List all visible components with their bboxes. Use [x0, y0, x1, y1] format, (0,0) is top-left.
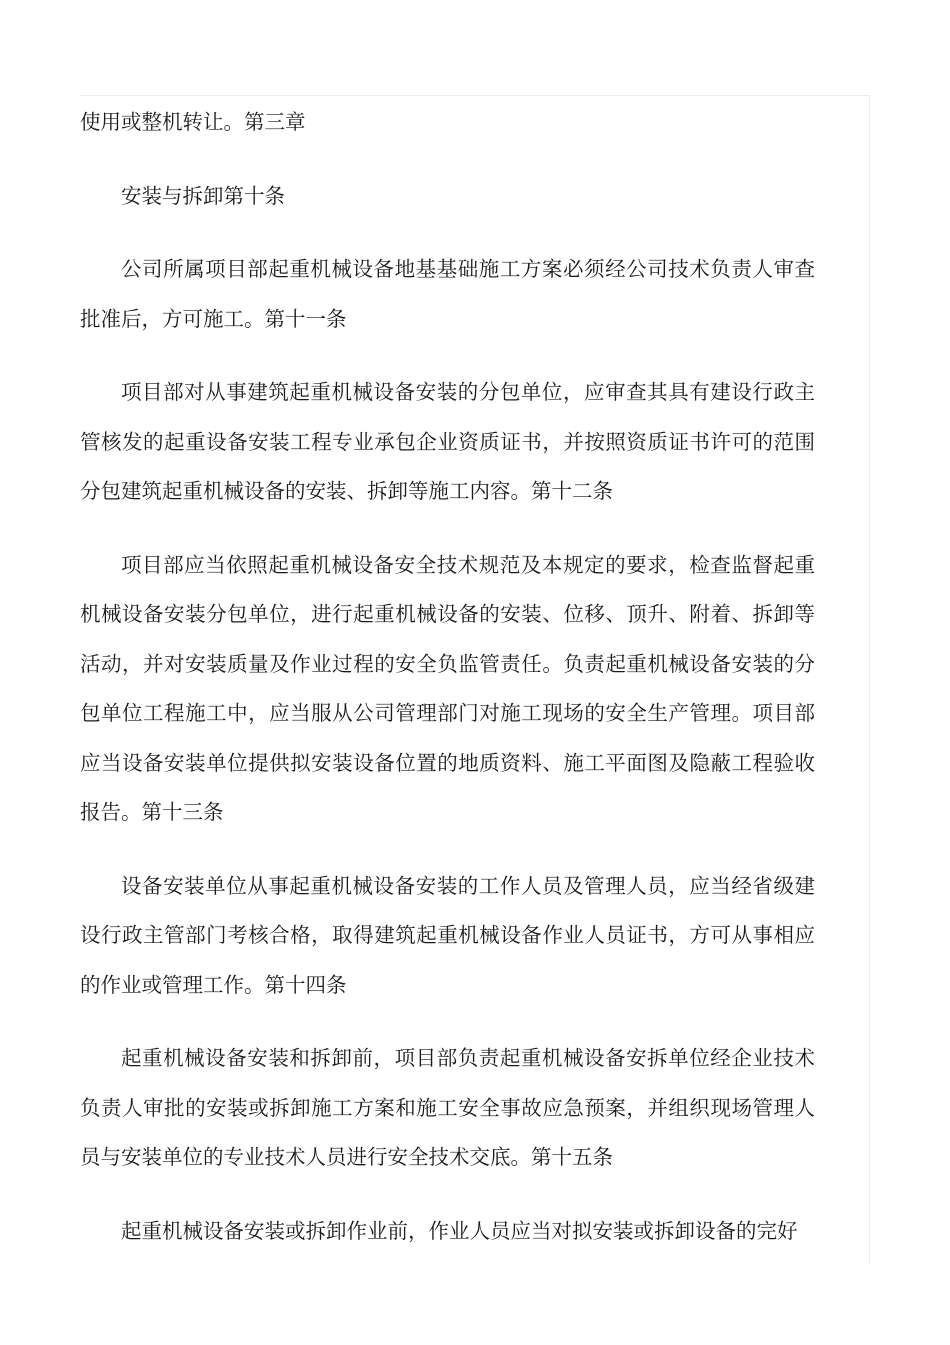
paragraph: 设备安装单位从事起重机械设备安装的工作人员及管理人员，应当经省级建设行政主管部门考核合格，取得建筑起重机械设备作业人员证书，方可从事相应的作业或管理工作。第十四条	[80, 873, 815, 997]
paragraph: 公司所属项目部起重机械设备地基基础施工方案必须经公司技术负责人审查批准后，方可施工。第十一条	[80, 257, 815, 331]
paragraph: 使用或整机转让。第三章	[80, 110, 306, 134]
paragraph: 项目部应当依照起重机械设备安全技术规范及本规定的要求，检查监督起重机械设备安装分包单位，进行起重机械设备的安装、位移、顶升、附着、拆卸等活动，并对安装质量及作业过程的安全负监管责任。负责起重机械设备安装的分包单位工程施工中，应当服从公司管理部门对施工现场的安全生产管理。项目部应当设备安装单位提供拟安装设备位置的地质资料、施工平面图及隐蔽工程验收报告。第十三条	[80, 552, 815, 824]
document-body	[80, 98, 815, 1280]
paragraph: 安装与拆卸第十条	[121, 183, 285, 208]
paragraph: 起重机械设备安装和拆卸前，项目部负责起重机械设备安拆单位经企业技术负责人审批的安装或拆卸施工方案和施工安全事故应急预案，并组织现场管理人员与安装单位的专业技术人员进行安全技术交底。第十五条	[80, 1046, 815, 1169]
paragraph: 项目部对从事建筑起重机械设备安装的分包单位，应审查其具有建设行政主管核发的起重设备安装工程专业承包企业资质证书，并按照资质证书许可的范围分包建筑起重机械设备的安装、拆卸等施工内容。第十二条	[80, 380, 815, 503]
paragraph: 起重机械设备安装或拆卸作业前，作业人员应当对拟安装或拆卸设备的完好	[121, 1218, 798, 1243]
